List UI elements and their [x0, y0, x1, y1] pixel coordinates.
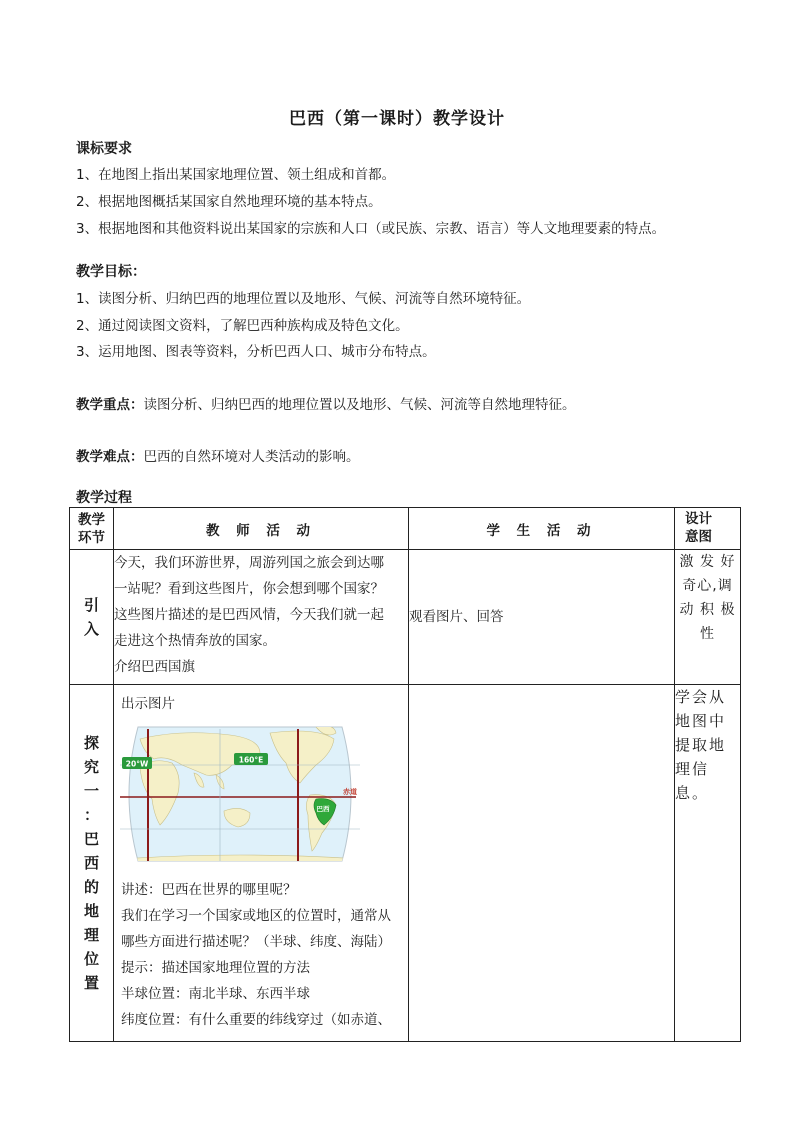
- design-line: 理信息。: [675, 760, 710, 802]
- design-line: 提取地: [675, 736, 727, 754]
- stage-char: 究: [83, 758, 99, 776]
- teacher-line: 走进这个热情奔放的国家。: [114, 633, 276, 649]
- standards-item: 1、在地图上指出某国家地理位置、领土组成和首都。: [76, 167, 396, 183]
- difficulty-label: 教学难点：: [76, 449, 144, 465]
- goals-item: 3、运用地图、图表等资料，分析巴西人口、城市分布特点。: [76, 344, 436, 360]
- standards-item: 3、根据地图和其他资料说出某国家的宗族和人口（或民族、宗教、语言）等人文地理要素的特点。: [76, 221, 666, 237]
- teacher-line: 提示：描述国家地理位置的方法: [121, 960, 310, 976]
- stage-char: ：: [83, 806, 99, 824]
- teacher-line: 纬度位置：有什么重要的纬线穿过（如赤道、: [121, 1012, 391, 1028]
- design-intent-explore: [675, 685, 741, 1042]
- header-design-line: 意图: [685, 529, 712, 545]
- table-header-row: [70, 508, 741, 550]
- key-point-text: 读图分析、归纳巴西的地理位置以及地形、气候、河流等自然地理特征。: [143, 397, 576, 413]
- header-design-line: 设计: [685, 511, 712, 527]
- design-line: 奇心,调: [682, 578, 733, 594]
- design-line: 动 积 极: [679, 602, 736, 618]
- stage-intro: [70, 550, 114, 685]
- stage-char: 巴: [83, 830, 99, 848]
- teacher-line: 我们在学习一个国家或地区的位置时，通常从: [121, 908, 391, 924]
- standards-heading: 课标要求: [76, 141, 132, 157]
- student-activity-intro: 观看图片、回答: [409, 550, 675, 685]
- header-design: [675, 508, 741, 550]
- stage-char: 一: [83, 782, 99, 800]
- page-title: 巴西（第一课时）教学设计: [289, 109, 505, 129]
- goals-heading: 教学目标：: [76, 264, 146, 280]
- stage-char: 探: [83, 734, 99, 752]
- header-stage-line: 环节: [78, 529, 105, 546]
- difficulty: [76, 445, 360, 465]
- design-line: 学会从: [675, 688, 727, 706]
- teacher-intro-line: 出示图片: [121, 696, 175, 712]
- stage-char: 引: [83, 596, 99, 614]
- teacher-activity-explore-text: [114, 877, 408, 1033]
- design-line: 激 发 好: [679, 554, 736, 570]
- stage-char: 置: [83, 974, 99, 992]
- teacher-line: 半球位置：南北半球、东西半球: [121, 986, 310, 1002]
- stage-explore-one: [70, 685, 114, 1042]
- teacher-line: 这些图片描述的是巴西风情，今天我们就一起: [114, 607, 384, 623]
- stage-char: 的: [83, 878, 99, 896]
- header-stage: [70, 508, 114, 550]
- header-teacher: 教 师 活 动: [114, 508, 409, 550]
- process-heading: 教学过程: [76, 490, 132, 506]
- label-equator: 赤道: [343, 788, 357, 796]
- goals-item: 1、读图分析、归纳巴西的地理位置以及地形、气候、河流等自然环境特征。: [76, 291, 531, 307]
- stage-char: 地: [83, 902, 99, 920]
- goals-item: 2、通过阅读图文资料，了解巴西种族构成及特色文化。: [76, 318, 409, 334]
- label-160e: 160°E: [238, 755, 264, 765]
- key-point: [76, 393, 576, 413]
- stage-char: 入: [83, 620, 99, 638]
- header-stage-line: 教学: [78, 511, 105, 528]
- design-line: 地图中: [675, 712, 727, 730]
- header-student: 学 生 活 动: [409, 508, 675, 550]
- key-point-label: 教学重点：: [76, 397, 144, 413]
- teacher-line: 一站呢？看到这些图片，你会想到哪个国家？: [114, 581, 384, 597]
- design-line: 性: [700, 626, 715, 642]
- table-row: [70, 550, 741, 685]
- design-intent-intro: [675, 550, 741, 685]
- world-map-figure: [120, 719, 360, 869]
- label-20w: 20°W: [125, 759, 149, 769]
- student-activity-explore: [409, 685, 675, 1042]
- process-table: [69, 507, 741, 1042]
- standards-item: 2、根据地图概括某国家自然地理环境的基本特点。: [76, 194, 382, 210]
- teacher-line: 讲述：巴西在世界的哪里呢？: [121, 882, 297, 898]
- world-map: [114, 715, 408, 877]
- teacher-line: 哪些方面进行描述呢？（半球、纬度、海陆）: [121, 934, 391, 950]
- stage-char: 理: [83, 926, 99, 944]
- teacher-activity-intro: [114, 550, 409, 685]
- difficulty-text: 巴西的自然环境对人类活动的影响。: [143, 449, 360, 465]
- label-brazil: 巴西: [316, 805, 330, 813]
- stage-char: 西: [83, 854, 99, 872]
- stage-char: 位: [83, 950, 99, 968]
- teacher-line: 今天，我们环游世界，周游列国之旅会到达哪: [114, 555, 384, 571]
- table-row: [70, 685, 741, 1042]
- teacher-line: 介绍巴西国旗: [114, 659, 195, 675]
- teacher-activity-explore: [114, 685, 409, 1042]
